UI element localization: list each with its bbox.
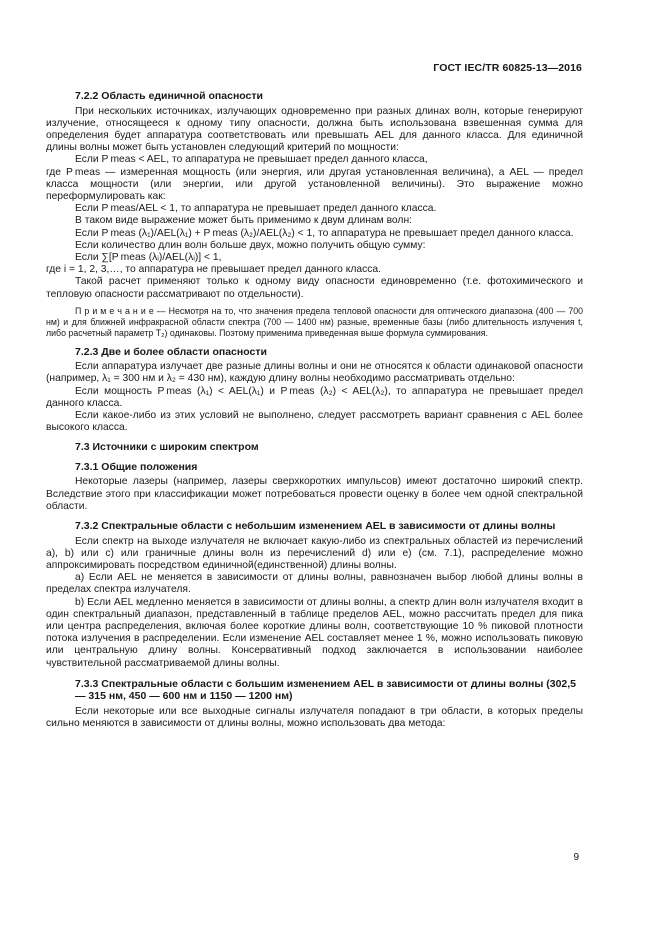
body-paragraph: Некоторые лазеры (например, лазеры сверхкоротких импульсов) имеют достаточно широкий спектр. Вследствие этого при классификации может потребоваться провести оценку в более чем одной спектральной области. — [46, 476, 583, 512]
body-paragraph: a) Если AEL не меняется в зависимости от длины волны, равнозначен выбор любой длины волны в пределах спектра излучателя. — [46, 572, 583, 596]
body-paragraph: Если аппаратура излучает две разные длины волны и они не относятся к области одинаковой опасности (например, λ₁ = 300 нм и λ₂ = 430 нм), каждую длину волны необходимо рассматривать отдельно: — [46, 361, 583, 385]
body-paragraph: Если P meas/AEL < 1, то аппаратура не превышает предел данного класса. — [75, 203, 437, 215]
body-paragraph: где i = 1, 2, 3,…, то аппаратура не превышает предел данного класса. — [46, 264, 381, 276]
body-paragraph: Если количество длин волн больше двух, можно получить общую сумму: — [75, 239, 426, 251]
body-paragraph: Если спектр на выходе излучателя не включает какую-либо из спектральных областей из перечислений a), b) или c) или граничные длины волн из перечислений d) или e) (см. 7.1), распределение можно аппроксимировать посредством единичной(единственной) длины волны. — [46, 535, 583, 571]
section-heading: 7.3.3 Спектральные области с большим изменением AEL в зависимости от длины волны (302,5 — 315 нм, 450 — 600 нм и 1150 — 1200 нм) — [75, 677, 577, 703]
body-paragraph: b) Если AEL медленно меняется в зависимости от длины волны, а спектр длин волн излучателя входит в один спектральный диапазон, представленный в таблице пределов AEL, можно рассчитать предел для пика или центра распределения, включая более короткие длины волн, соответствующие 10 % пиковой плотности потока излучения в распределении. Если изменение AEL составляет менее 1 %, можно использовать пиковую или центральную длину волны. Консервативный подход заключается в использовании наиболее чувствительной рассматриваемой длины волны. — [46, 596, 583, 669]
page-number: 9 — [573, 852, 579, 863]
section-heading: 7.2.2 Область единичной опасности — [75, 90, 263, 102]
body-paragraph: Если P meas (λ₁)/AEL(λ₁) + P meas (λ₂)/AEL(λ₂) < 1, то аппаратура не превышает предел данного класса. — [75, 227, 574, 239]
body-paragraph: Если некоторые или все выходные сигналы излучателя попадают в три области, в которых пределы сильно меняются в зависимости от длины волны, можно использовать два метода: — [46, 705, 583, 730]
note-label: П р и м е ч а н и е — [75, 305, 154, 316]
note-text: — Несмотря на то, что значения предела тепловой опасности для оптического диапазона (400 — 700 нм) и для ближней инфракрасной области спектра (700 — 1400 нм) разные, временные базы (либо длительность излучения t, либо расчетный параметр T₂) одинаковы. Поэтому применима приведенная выше формула суммирования. — [46, 305, 583, 338]
section-heading: 7.3.1 Общие положения — [75, 460, 198, 473]
document-id-header: ГОСТ IEC/TR 60825-13—2016 — [433, 62, 582, 74]
body-paragraph: где P meas — измеренная мощность (или энергия, или другая установленная величина), а AEL — предел класса мощности (или энергии, или другой установленной величины). Это выражение можно переформулировать как: — [46, 166, 583, 202]
body-paragraph: В таком виде выражение может быть применимо к двум длинам волн: — [75, 215, 412, 227]
document-body — [46, 88, 583, 730]
body-paragraph: Если P meas < AEL, то аппаратура не превышает предел данного класса, — [75, 154, 428, 166]
body-paragraph: При нескольких источниках, излучающих одновременно при разных длинах волн, которые генерируют излучение, относящееся к одному типу опасности, должна быть использована взвешенная сумма для определения будет аппаратура соответствовать или превышать AEL для данного класса. Для единичной длины волны может быть установлен следующий критерий по мощности: — [46, 105, 583, 154]
body-paragraph: Такой расчет применяют только к одному виду опасности единовременно (т.е. фотохимического и тепловую опасности рассматривают по отдельности). — [46, 276, 583, 300]
section-heading: 7.3.2 Спектральные области с небольшим изменением AEL в зависимости от длины волны — [75, 520, 556, 533]
section-heading: 7.2.3 Две и более области опасности — [75, 345, 267, 358]
body-paragraph: Если какое-либо из этих условий не выполнено, следует рассмотреть вариант сравнения с AEL более высокого класса. — [46, 410, 583, 434]
section-heading: 7.3 Источники с широким спектром — [75, 441, 259, 454]
body-paragraph: Если ∑[P meas (λᵢ)/AEL(λᵢ)] < 1, — [75, 251, 222, 263]
note-paragraph — [46, 306, 583, 339]
body-paragraph: Если мощность P meas (λ₁) < AEL(λ₁) и P meas (λ₂) < AEL(λ₂), то аппаратура не превышает предел данного класса. — [46, 385, 583, 409]
